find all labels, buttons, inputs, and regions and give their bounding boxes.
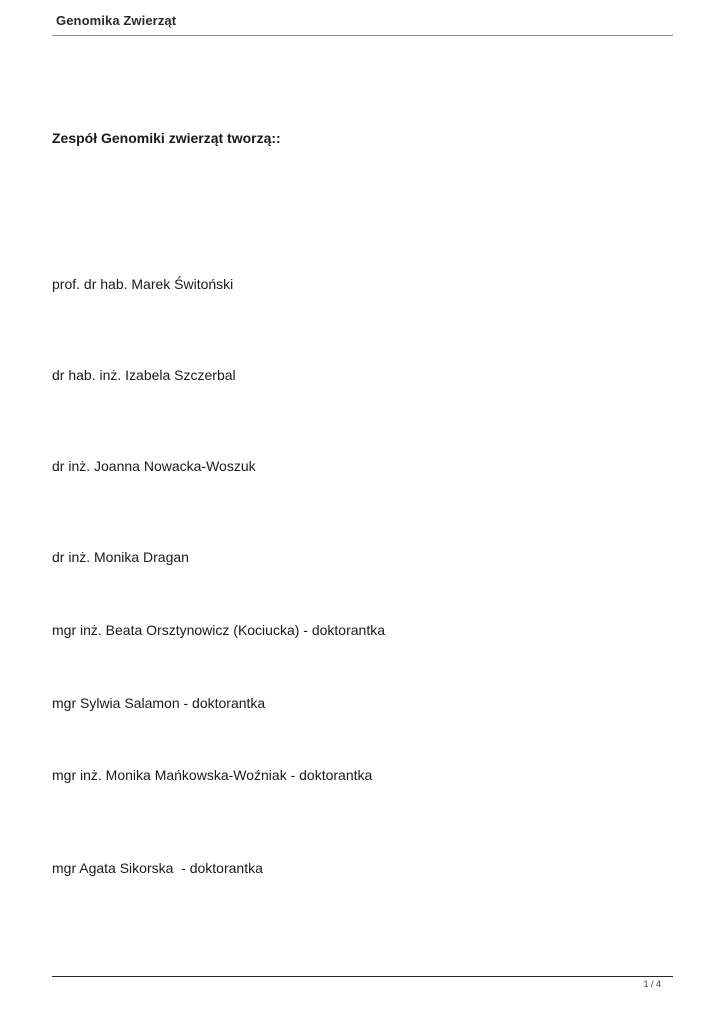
team-member-6: mgr Sylwia Salamon - doktorantka	[52, 695, 266, 711]
page-number: 1 / 4	[643, 979, 661, 989]
team-member-7: mgr inż. Monika Mańkowska-Woźniak - doktorantka	[52, 767, 373, 783]
footer-divider	[52, 976, 673, 977]
team-member-1: prof. dr hab. Marek Świtoński	[52, 276, 234, 292]
page-header-title: Genomika Zwierząt	[56, 13, 177, 28]
team-member-3: dr inż. Joanna Nowacka-Woszuk	[52, 458, 256, 474]
team-member-5: mgr inż. Beata Orsztynowicz (Kociucka) - doktorantka	[52, 622, 386, 638]
team-member-4: dr inż. Monika Dragan	[52, 549, 189, 565]
team-heading: Zespół Genomiki zwierząt tworzą::	[52, 130, 281, 146]
header-divider	[52, 35, 673, 36]
team-member-2: dr hab. inż. Izabela Szczerbal	[52, 367, 236, 383]
team-member-8: mgr Agata Sikorska - doktorantka	[52, 860, 263, 876]
